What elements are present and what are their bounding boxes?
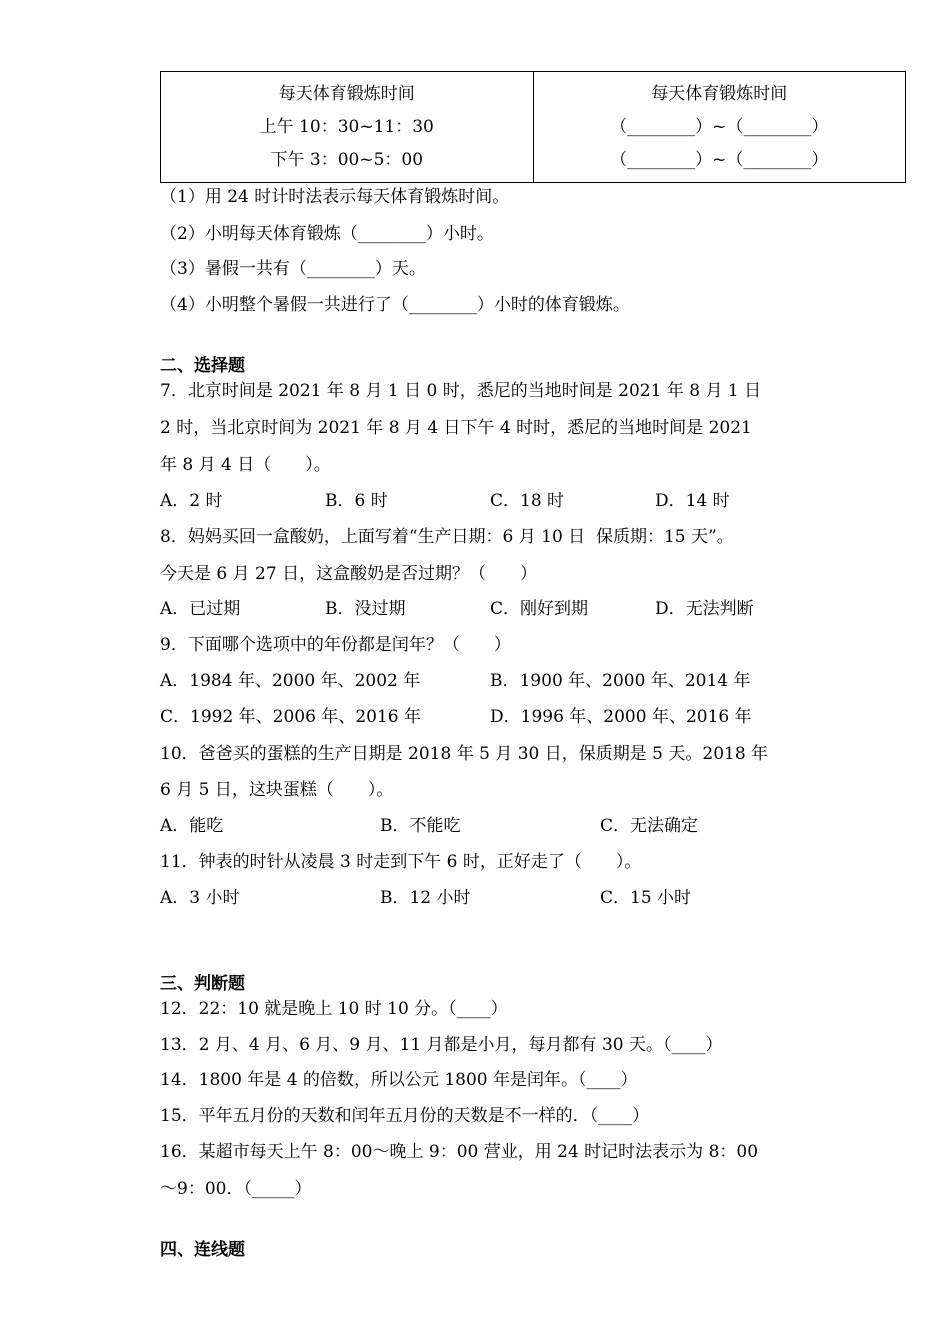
q6-sub4: （4）小明整个暑假一共进行了（________）小时的体育锻炼。 [160, 295, 630, 315]
q6-sub1: （1）用 24 时计时法表示每天体育锻炼时间。 [160, 187, 510, 207]
right-title: 每天体育锻炼时间 [651, 83, 788, 104]
q8-option-b: B．没过期 [325, 599, 406, 619]
q12-line: 12．22：10 就是晚上 10 时 10 分。（____） [160, 999, 508, 1019]
q8-option-c: C．刚好到期 [490, 599, 589, 619]
q7-option-c: C．18 时 [490, 491, 565, 511]
q11-option-a: A．3 小时 [160, 888, 240, 908]
q7-option-a: A．2 时 [160, 491, 223, 511]
q9-line1: 9．下面哪个选项中的年份都是闰年？（ ） [160, 635, 511, 655]
q10-option-c: C．无法确定 [600, 816, 699, 836]
q7-option-d: D．14 时 [655, 491, 730, 511]
section-choice-title: 二、选择题 [160, 356, 245, 376]
q8-line1: 8．妈妈买回一盒酸奶，上面写着“生产日期：6 月 10 日 保质期：15 天”。 [160, 527, 734, 547]
q11-option-c: C．15 小时 [600, 888, 692, 908]
q6-sub3: （3）暑假一共有（________）天。 [160, 259, 426, 279]
left-afternoon-time: 下午 3：00~5：00 [270, 149, 424, 170]
q7-option-b: B．6 时 [325, 491, 388, 511]
section-matching-title: 四、连线题 [160, 1240, 245, 1260]
q8-option-d: D．无法判断 [655, 599, 754, 619]
q7-line3: 年 8 月 4 日（ ）。 [160, 455, 331, 475]
section-judge-title: 三、判断题 [160, 974, 245, 994]
q16-line2: ～9：00．（_____） [160, 1179, 312, 1199]
q15-line: 15．平年五月份的天数和闰年五月份的天数是不一样的．（____） [160, 1106, 650, 1126]
q16-line1: 16．某超市每天上午 8：00～晚上 9：00 营业，用 24 时记时法表示为 8：00 [160, 1142, 759, 1162]
right-morning-blank: （________）~（________） [610, 116, 829, 137]
q10-option-a: A．能吃 [160, 816, 224, 836]
q7-line2: 2 时，当北京时间为 2021 年 8 月 4 日下午 4 时时，悉尼的当地时间是 2021 [160, 418, 752, 438]
table-right-cell [533, 72, 906, 183]
q7-line1: 7．北京时间是 2021 年 8 月 1 日 0 时，悉尼的当地时间是 2021 年 8 月 1 日 [160, 381, 762, 401]
q10-line2: 6 月 5 日，这块蛋糕（ ）。 [160, 780, 394, 800]
q10-line1: 10．爸爸买的蛋糕的生产日期是 2018 年 5 月 30 日，保质期是 5 天。2018 年 [160, 744, 769, 764]
left-morning-time: 上午 10：30~11：30 [259, 116, 434, 137]
right-afternoon-blank: （________）~（________） [610, 149, 829, 170]
left-title: 每天体育锻炼时间 [278, 83, 415, 104]
q8-line2: 今天是 6 月 27 日，这盒酸奶是否过期？（ ） [160, 564, 538, 584]
exercise-time-table [160, 71, 906, 183]
q9-option-c: C．1992 年、2006 年、2016 年 [160, 707, 422, 727]
q10-option-b: B．不能吃 [380, 816, 461, 836]
q9-option-d: D．1996 年、2000 年、2016 年 [490, 707, 752, 727]
q8-option-a: A．已过期 [160, 599, 241, 619]
table-left-cell [161, 72, 534, 183]
q9-option-a: A．1984 年、2000 年、2002 年 [160, 671, 421, 691]
q13-line: 13．2 月、4 月、6 月、9 月、11 月都是小月，每月都有 30 天。（____） [160, 1035, 723, 1055]
q11-line1: 11．钟表的时针从凌晨 3 时走到下午 6 时，正好走了（ ）。 [160, 852, 642, 872]
q9-option-b: B．1900 年、2000 年、2014 年 [490, 671, 751, 691]
q11-option-b: B．12 小时 [380, 888, 471, 908]
q14-line: 14．1800 年是 4 的倍数，所以公元 1800 年是闰年。（____） [160, 1070, 638, 1090]
q6-sub2: （2）小明每天体育锻炼（________）小时。 [160, 224, 494, 244]
